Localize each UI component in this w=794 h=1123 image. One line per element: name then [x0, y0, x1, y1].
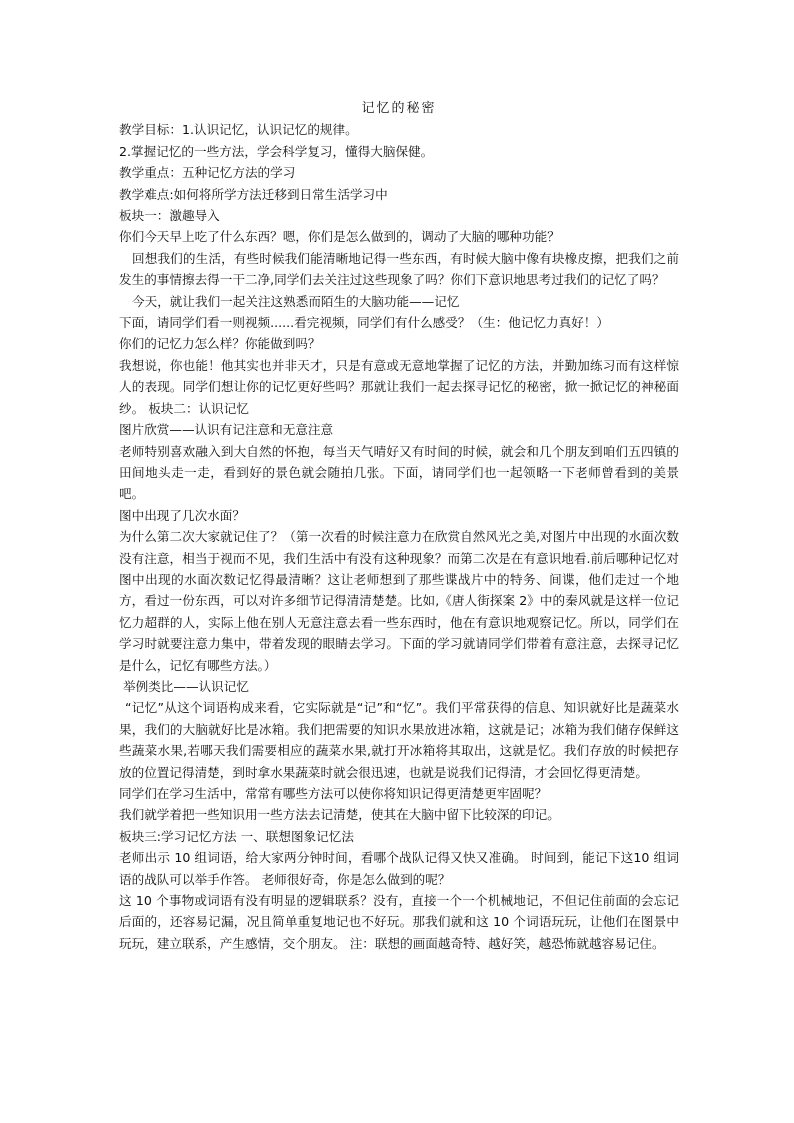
paragraph-objectives-2: 2.掌握记忆的一些方法，学会科学复习，懂得大脑保健。: [119, 143, 434, 159]
paragraph: 你们今天早上吃了什么东西？嗯，你们是怎么做到的，调动了大脑的哪种功能？: [119, 229, 560, 245]
paragraph: 你们的记忆力怎么样？你能做到吗？: [119, 336, 321, 352]
paragraph: 同学们在学习生活中，常常有哪些方法可以使你将知识记得更清楚更牢固呢？: [119, 786, 548, 801]
paragraph: 回想我们的生活，有些时候我们能清晰地记得一些东西，有时候大脑中像有块橡皮擦，把我们之前发生的事情擦去得一干二净,同学们去关注过这些现象了吗？你们下意识地思考过我们的记忆了吗？: [119, 250, 679, 288]
section-heading-1: 板块一：激趣导入: [119, 208, 220, 224]
paragraph: 图中出现了几次水面？: [119, 507, 245, 523]
document-page: [119, 98, 679, 954]
paragraph-key-points: 教学重点：五种记忆方法的学习: [119, 165, 296, 181]
subsection-heading: 举例类比——认识记忆: [123, 678, 249, 694]
paragraph: 为什么第二次大家就记住了？（第一次看的时候注意力在欣赏自然风光之美,对图片中出现的水面次数没有注意，相当于视而不见，我们生活中有没有这种现象？而第二次是在有意识地看.前后哪种记忆对图中出现的水面次数记忆得最清晰？这让老师想到了那些谍战片中的特务、间谍，他们走过一个地方，看过一份东西，可以对许多细节记得清清楚楚。比如,《唐人街探案 2》中的秦风就是这样一位记忆力超群的人，实际上他在别人无意注意去看一些东西时，他在有意识地观察记忆。所以，同学们在学习时就要注意力集中，带着发现的眼睛去学习。下面的学习就请同学们带着有意注意，去探寻记忆是什么，记忆有哪些方法。）: [119, 529, 679, 673]
document-title: 记忆的秘密: [361, 101, 437, 116]
paragraph: 下面，请同学们看一则视频......看完视频，同学们有什么感受？（生：他记忆力真好！）: [119, 315, 609, 331]
paragraph: 这 10 个事物或词语有没有明显的逻辑联系？没有，直接一个一个机械地记，不但记住前面的会忘记后面的，还容易记漏，况且简单重复地记也不好玩。那我们就和这 10 个词语玩玩，让他们在图景中玩玩，建立联系，产生感情，交个朋友。 注：联想的画面越奇特、越好笑，越恐怖就越容易记住。: [119, 893, 679, 951]
paragraph: 我们就学着把一些知识用一些方法去记清楚，使其在大脑中留下比较深的印记。: [119, 807, 560, 823]
paragraph-difficulties: 教学难点:如何将所学方法迁移到日常生活学习中: [119, 186, 388, 202]
paragraph: 老师特别喜欢融入到大自然的怀抱，每当天气晴好又有时间的时候，就会和几个朋友到咱们五四镇的田间地头走一走，看到好的景色就会随拍几张。下面，请同学们也一起领略一下老师曾看到的美景吧。: [119, 443, 679, 502]
section-heading-3: 板块三:学习记忆方法 一、联想图象记忆法: [119, 828, 354, 844]
paragraph-objectives: 教学目标：1.认识记忆，认识记忆的规律。: [119, 122, 358, 138]
paragraph: 我想说，你也能！他其实也并非天才，只是有意或无意地掌握了记忆的方法，并勤加练习而有这样惊人的表现。同学们想让你的记忆更好些吗？那就让我们一起去探寻记忆的秘密，掀一掀记忆的神秘面纱。 板块二：认识记忆: [119, 357, 679, 416]
section-heading-2-sub: 图片欣赏——认识有记注意和无意注意: [119, 422, 334, 438]
paragraph: 今天，就让我们一起关注这熟悉而陌生的大脑功能——记忆: [132, 293, 460, 309]
paragraph: “记忆”从这个词语构成来看，它实际就是“记”和“忆”。我们平常获得的信息、知识就好比是蔬菜水果，我们的大脑就好比是冰箱。我们把需要的知识水果放进冰箱，这就是记；冰箱为我们储存保鲜这些蔬菜水果,若哪天我们需要相应的蔬菜水果,就打开冰箱将其取出，这就是忆。我们存放的时候把存放的位置记得清楚，到时拿水果蔬菜时就会很迅速，也就是说我们记得清，才会回忆得更清楚。: [119, 700, 679, 780]
paragraph: 老师出示 10 组词语，给大家两分钟时间，看哪个战队记得又快又准确。 时间到，能记下这10 组词语的战队可以举手作答。 老师很好奇，你是怎么做到的呢？: [119, 850, 679, 887]
